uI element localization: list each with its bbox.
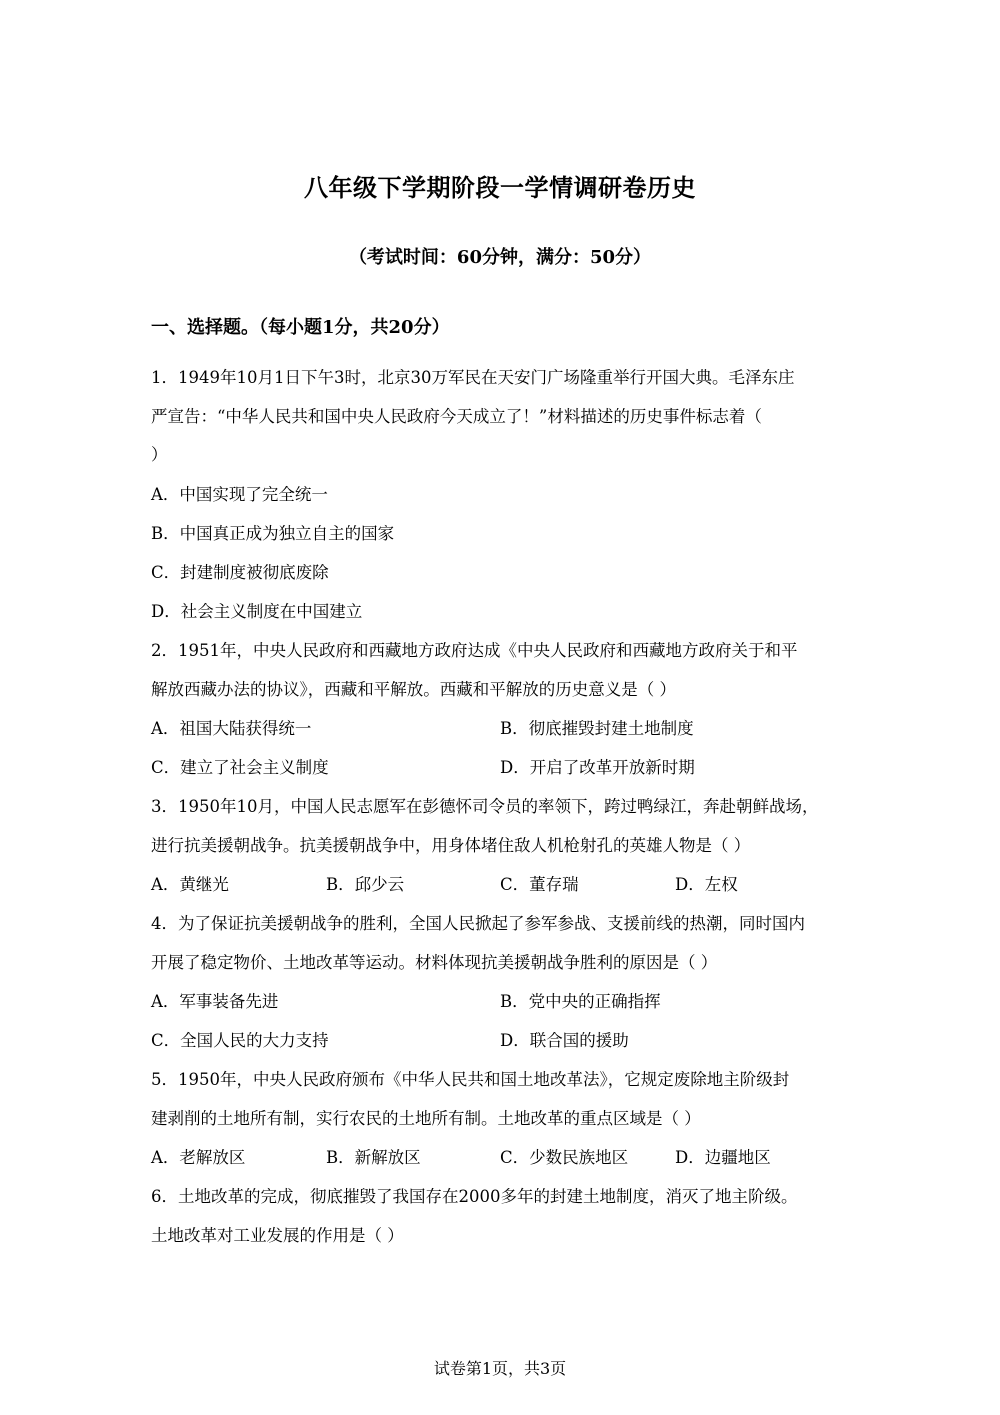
- question-3-option-a: A．黄继光: [151, 875, 229, 894]
- question-5-line-1: 5．1950年，中央人民政府颁布《中华人民共和国土地改革法》，它规定废除地主阶级封: [151, 1070, 790, 1089]
- question-1-option-b: B．中国真正成为独立自主的国家: [151, 524, 395, 543]
- question-4-line-2: 开展了稳定物价、土地改革等运动。材料体现抗美援朝战争胜利的原因是（ ）: [151, 953, 718, 972]
- question-2-option-a: A．祖国大陆获得统一: [151, 719, 312, 738]
- question-1-line-1: 1．1949年10月1日下午3时，北京30万军民在天安门广场隆重举行开国大典。毛泽东庄: [151, 368, 795, 387]
- section-heading: 一、选择题。（每小题1分，共20分）: [151, 317, 450, 338]
- question-5-option-b: B．新解放区: [326, 1148, 421, 1167]
- question-1-option-a: A．中国实现了完全统一: [151, 485, 328, 504]
- question-2-line-2: 解放西藏办法的协议》，西藏和平解放。西藏和平解放的历史意义是（ ）: [151, 680, 676, 699]
- question-4-option-b: B．党中央的正确指挥: [500, 992, 661, 1011]
- question-2-line-1: 2．1951年，中央人民政府和西藏地方政府达成《中央人民政府和西藏地方政府关于和平: [151, 641, 798, 660]
- question-5-option-c: C．少数民族地区: [500, 1148, 629, 1167]
- question-1-line-2: 严宣告：“中华人民共和国中央人民政府今天成立了！”材料描述的历史事件标志着（: [151, 407, 762, 426]
- question-1-line-3: ）: [151, 445, 168, 464]
- question-3-option-c: C．董存瑞: [500, 875, 579, 894]
- question-2-option-d: D．开启了改革开放新时期: [500, 758, 695, 777]
- question-3-option-d: D．左权: [675, 875, 738, 894]
- question-6-line-2: 土地改革对工业发展的作用是（ ）: [151, 1226, 404, 1245]
- question-4-line-1: 4．为了保证抗美援朝战争的胜利，全国人民掀起了参军参战、支援前线的热潮，同时国内: [151, 914, 805, 933]
- question-1-option-c: C．封建制度被彻底废除: [151, 563, 329, 582]
- question-5-line-2: 建剥削的土地所有制，实行农民的土地所有制。土地改革的重点区域是（ ）: [151, 1109, 701, 1128]
- question-3-line-1: 3．1950年10月，中国人民志愿军在彭德怀司令员的率领下，跨过鸭绿江，奔赴朝鲜战场，: [151, 797, 819, 816]
- question-4-option-c: C．全国人民的大力支持: [151, 1031, 329, 1050]
- question-2-option-b: B．彻底摧毁封建土地制度: [500, 719, 694, 738]
- question-3-line-2: 进行抗美援朝战争。抗美援朝战争中，用身体堵住敌人机枪射孔的英雄人物是（ ）: [151, 836, 751, 855]
- question-1-option-d: D．社会主义制度在中国建立: [151, 602, 363, 621]
- question-2-option-c: C．建立了社会主义制度: [151, 758, 329, 777]
- page-title: 八年级下学期阶段一学情调研卷历史: [304, 173, 696, 202]
- question-6-line-1: 6．土地改革的完成，彻底摧毁了我国存在2000多年的封建土地制度，消灭了地主阶级。: [151, 1187, 798, 1206]
- exam-info: （考试时间：60分钟，满分：50分）: [348, 247, 652, 268]
- question-4-option-d: D．联合国的援助: [500, 1031, 629, 1050]
- question-4-option-a: A．军事装备先进: [151, 992, 279, 1011]
- question-3-option-b: B．邱少云: [326, 875, 405, 894]
- question-5-option-a: A．老解放区: [151, 1148, 246, 1167]
- question-5-option-d: D．边疆地区: [675, 1148, 771, 1167]
- page-footer: 试卷第1页，共3页: [433, 1359, 567, 1378]
